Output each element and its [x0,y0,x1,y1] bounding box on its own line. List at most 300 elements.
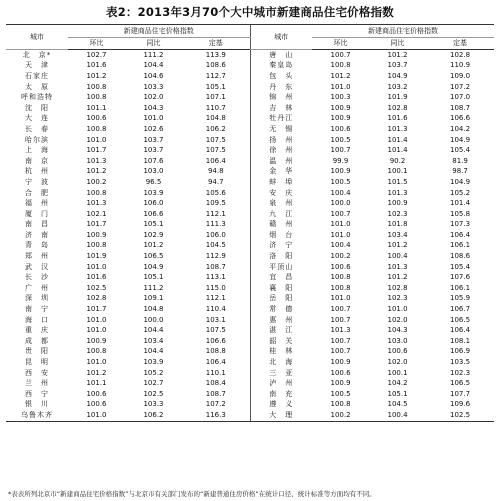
mom-cell: 101.0 [330,294,351,303]
city-name-cell: 唐 山 [250,50,312,61]
yoy-cell: 104.6 [143,71,164,80]
base-cell: 106.2 [205,124,226,133]
city-name-cell: 常 德 [250,304,312,315]
mom-cell: 101.2 [86,368,107,377]
city-name-cell: 济 宁 [250,241,312,252]
yoy-cell: 101.4 [387,146,408,155]
table-row [6,389,494,400]
table-row [6,177,494,188]
table-row [6,304,494,315]
mom-cell: 101.0 [330,220,351,229]
base-cell: 105.4 [450,262,471,271]
mom-cell: 101.9 [86,252,107,261]
base-cell: 107.7 [450,389,471,398]
mom-cell: 100.6 [86,389,107,398]
table-row [6,241,494,252]
base-cell: 105.8 [450,209,471,218]
mom-cell: 100.9 [86,336,107,345]
yoy-cell: 102.3 [387,294,408,303]
mom-cell: 100.8 [86,347,107,356]
yoy-cell: 111.2 [143,50,164,59]
mom-cell: 101.1 [86,103,107,112]
mom-cell: 101.7 [86,305,107,314]
table-row [6,283,494,294]
mom-cell: 100.9 [330,103,351,112]
base-cell: 105.4 [450,146,471,155]
city-name-cell: 贵 阳 [25,347,49,356]
table-row [6,61,494,72]
city-name-cell: 昆 明 [25,358,49,367]
base-cell: 107.5 [205,326,226,335]
mom-cell: 100.8 [330,273,351,282]
city-name-cell: 西 宁 [25,389,49,398]
table-row [6,92,494,103]
table-row [6,378,494,389]
table-row [6,220,494,231]
city-name-cell: 锦 州 [250,92,312,103]
base-cell: 104.2 [450,124,471,133]
yoy-cell: 102.8 [387,103,408,112]
base-cell: 113.9 [205,50,226,59]
base-cell: 108.6 [205,61,226,70]
mom-cell: 100.8 [86,82,107,91]
mom-cell: 100.8 [330,61,351,70]
city-name-cell: 上 海 [25,146,49,155]
yoy-cell: 102.7 [143,379,164,388]
mom-cell: 100.2 [86,177,107,186]
base-cell: 105.6 [205,188,226,197]
yoy-cell: 100.9 [387,199,408,208]
table-row [6,368,494,379]
mom-cell: 100.8 [330,283,351,292]
mom-cell: 101.0 [68,410,125,421]
table-row [6,347,494,358]
city-name-cell: 北 京* [22,50,52,59]
city-name-cell: 郑 州 [25,252,49,261]
city-name-cell: 重 庆 [25,326,49,335]
city-name-cell: 扬 州 [250,135,312,146]
city-name-cell: 福 州 [25,199,49,208]
base-cell: 102.3 [450,368,471,377]
yoy-cell: 103.3 [143,82,164,91]
base-cell: 108.1 [450,336,471,345]
city-name-cell: 大 连 [25,114,49,123]
mom-cell: 100.8 [86,93,107,102]
base-cell: 106.4 [205,358,226,367]
base-cell: 107.2 [205,400,226,409]
yoy-cell: 103.9 [143,188,164,197]
yoy-cell: 101.5 [387,177,408,186]
mom-cell: 100.8 [86,241,107,250]
city-name-cell: 北 海 [250,357,312,368]
table-row [6,230,494,241]
yoy-cell: 103.7 [143,146,164,155]
mom-cell: 100.6 [330,262,351,271]
yoy-cell: 103.4 [387,230,408,239]
city-name-cell: 太 原 [25,82,49,91]
mom-cell: 100.7 [330,305,351,314]
yoy-cell: 100.4 [387,252,408,261]
base-cell: 105.9 [450,294,471,303]
yoy-cell: 101.6 [387,114,408,123]
table-row [6,188,494,199]
mom-cell: 102.1 [86,209,107,218]
city-name-cell: 呼和浩特 [21,93,53,102]
mom-cell: 101.2 [330,71,351,80]
base-cell: 104.8 [205,114,226,123]
city-name-cell: 韶 关 [250,336,312,347]
mom-cell: 101.0 [86,326,107,335]
city-name-cell: 包 头 [250,71,312,82]
city-name-cell: 吉 林 [250,103,312,114]
mom-cell: 101.6 [86,61,107,70]
city-name-cell: 丹 东 [250,82,312,93]
yoy-cell: 90.2 [389,156,406,165]
table-row [6,145,494,156]
base-cell: 108.7 [205,262,226,271]
city-name-cell: 乌鲁木齐 [6,410,68,421]
city-name-cell: 海 口 [25,315,49,324]
yoy-cell: 103.2 [387,82,408,91]
table-title: 表2：2013年3月70个大中城市新建商品住宅价格指数 [106,5,394,19]
yoy-cell: 100.0 [143,315,164,324]
city-name-cell: 深 圳 [25,294,49,303]
city-name-cell: 宁 波 [25,177,49,186]
mom-cell: 101.6 [86,273,107,282]
base-cell: 108.6 [450,252,471,261]
yoy-cell: 103.0 [143,167,164,176]
city-name-cell: 秦皇岛 [250,61,312,72]
yoy-cell: 101.2 [143,241,164,250]
base-cell: 111.3 [205,220,226,229]
base-cell: 104.9 [450,177,471,186]
base-cell: 103.1 [205,315,226,324]
city-name-cell: 南 京 [25,156,49,165]
col-base-right: 定基 [426,38,494,50]
yoy-cell: 102.0 [387,358,408,367]
yoy-cell: 105.2 [143,368,164,377]
mom-cell: 100.6 [86,114,107,123]
base-cell: 107.6 [450,273,471,282]
base-cell: 107.3 [450,220,471,229]
base-cell: 108.4 [205,379,226,388]
city-name-cell: 杭 州 [25,167,49,176]
city-name-cell: 九 江 [250,209,312,220]
city-name-cell: 南 昌 [25,220,49,229]
mom-cell: 101.2 [86,167,107,176]
yoy-cell: 101.3 [387,188,408,197]
table-row [6,114,494,125]
base-cell: 104.9 [450,135,471,144]
base-cell: 102.5 [426,410,494,421]
city-name-cell: 三 亚 [250,368,312,379]
city-name-cell: 惠 州 [250,315,312,326]
table-row [6,336,494,347]
mom-cell: 100.8 [330,400,351,409]
city-name-cell: 泸 州 [250,378,312,389]
mom-cell: 100.6 [330,124,351,133]
base-cell: 106.1 [450,283,471,292]
base-cell: 104.5 [205,241,226,250]
yoy-cell: 106.2 [125,410,182,421]
city-name-cell: 金 华 [250,167,312,178]
city-header-right: 城市 [250,25,312,50]
base-cell: 112.1 [205,209,226,218]
yoy-cell: 101.0 [143,114,164,123]
base-cell: 108.8 [205,347,226,356]
table-row [6,272,494,283]
base-cell: 110.4 [205,305,226,314]
city-name-cell: 石家庄 [25,71,49,80]
city-name-cell: 宜 昌 [250,272,312,283]
base-cell: 110.9 [450,61,471,70]
yoy-cell: 104.5 [387,400,408,409]
mom-cell: 100.8 [86,188,107,197]
city-name-cell: 襄 阳 [250,283,312,294]
yoy-cell: 103.9 [143,358,164,367]
mom-cell: 102.8 [86,294,107,303]
mom-cell: 100.2 [330,252,351,261]
mom-cell: 101.3 [330,326,351,335]
index-group-header-left: 新建商品住宅价格指数 [68,25,250,38]
yoy-cell: 103.7 [143,135,164,144]
yoy-cell: 101.3 [387,262,408,271]
yoy-cell: 105.1 [143,220,164,229]
mom-cell: 99.9 [332,156,349,165]
base-cell: 109.5 [205,199,226,208]
city-name-cell: 桂 林 [250,347,312,358]
base-cell: 107.5 [205,135,226,144]
city-name-cell: 遵 义 [250,400,312,411]
table-row [6,135,494,146]
base-cell: 107.5 [205,146,226,155]
city-name-cell: 西 安 [25,368,49,377]
base-cell: 107.1 [205,93,226,102]
price-index-table [6,24,494,422]
yoy-cell: 101.4 [387,135,408,144]
yoy-cell: 105.1 [387,389,408,398]
city-name-cell: 烟 台 [250,230,312,241]
mom-cell: 100.5 [330,135,351,144]
table-row [6,209,494,220]
base-cell: 112.7 [205,71,226,80]
yoy-cell: 109.1 [143,294,164,303]
base-cell: 103.5 [450,358,471,367]
yoy-cell: 102.0 [143,93,164,102]
city-name-cell: 南 充 [250,389,312,400]
yoy-cell: 106.5 [143,252,164,261]
base-cell: 94.8 [207,167,224,176]
mom-cell: 100.9 [86,230,107,239]
city-name-cell: 青 岛 [25,241,49,250]
mom-cell: 100.4 [330,241,351,250]
mom-cell: 100.9 [330,114,351,123]
city-name-cell: 无 锡 [250,124,312,135]
yoy-cell: 104.4 [143,61,164,70]
base-cell: 106.4 [205,156,226,165]
city-name-cell: 赣 州 [250,220,312,231]
city-name-cell: 洛 阳 [250,251,312,262]
yoy-cell: 101.2 [387,241,408,250]
base-cell: 112.9 [205,252,226,261]
city-name-cell: 银 川 [25,400,49,409]
mom-cell: 100.6 [330,368,351,377]
yoy-cell: 107.6 [143,156,164,165]
city-name-cell: 广 州 [25,283,49,292]
base-cell: 113.1 [205,273,226,282]
yoy-cell: 103.0 [387,336,408,345]
mom-cell: 101.2 [86,71,107,80]
mom-cell: 101.0 [86,135,107,144]
mom-cell: 100.7 [330,336,351,345]
mom-cell: 100.0 [330,199,351,208]
col-yoy-left: 同比 [125,38,182,50]
index-group-header-right: 新建商品住宅价格指数 [312,25,494,38]
base-cell: 105.1 [205,82,226,91]
table-row [6,156,494,167]
yoy-cell: 102.9 [143,230,164,239]
city-name-cell: 武 汉 [25,262,49,271]
yoy-cell: 106.0 [143,199,164,208]
table-body [6,50,494,422]
yoy-cell: 104.3 [143,103,164,112]
city-name-cell: 大 理 [250,410,312,421]
base-cell: 81.9 [452,156,468,165]
yoy-cell: 101.8 [387,220,408,229]
city-name-cell: 沈 阳 [25,103,49,112]
mom-cell: 101.7 [86,146,107,155]
col-mom-left: 环比 [68,38,125,50]
base-cell: 109.0 [450,71,471,80]
table-row [6,167,494,178]
city-name-cell: 泉 州 [250,198,312,209]
mom-cell: 100.9 [330,358,351,367]
yoy-cell: 102.5 [143,389,164,398]
city-name-cell: 蚌 埠 [250,177,312,188]
col-yoy-right: 同比 [369,38,426,50]
table-row [6,103,494,114]
city-name-cell: 湛 江 [250,325,312,336]
city-name-cell: 牡丹江 [250,114,312,125]
city-name-cell: 平顶山 [250,262,312,273]
yoy-cell: 100.1 [387,368,408,377]
base-cell: 107.2 [450,82,471,91]
mom-cell: 101.0 [86,358,107,367]
mom-cell: 101.0 [330,82,351,91]
yoy-cell: 102.8 [387,283,408,292]
mom-cell: 101.7 [86,220,107,229]
mom-cell: 100.7 [330,209,351,218]
city-name-cell: 兰 州 [25,379,49,388]
table-row [6,262,494,273]
base-cell: 106.5 [450,379,471,388]
col-base-left: 定基 [182,38,250,50]
city-name-cell: 哈尔滨 [25,135,49,144]
base-cell: 106.5 [450,315,471,324]
yoy-cell: 102.3 [387,209,408,218]
yoy-cell: 106.6 [143,209,164,218]
table-row [6,251,494,262]
mom-cell: 101.1 [86,379,107,388]
base-cell: 112.1 [205,294,226,303]
mom-cell: 100.4 [330,188,351,197]
mom-cell: 102.5 [86,283,107,292]
base-cell: 106.7 [450,305,471,314]
table-row [6,198,494,209]
yoy-cell: 105.1 [143,273,164,282]
base-cell: 101.4 [450,199,471,208]
yoy-cell: 102.6 [143,124,164,133]
base-cell: 106.4 [450,326,471,335]
city-name-cell: 天 津 [25,61,49,70]
yoy-cell: 96.5 [145,177,162,186]
mom-cell: 100.7 [330,50,351,59]
yoy-cell: 104.9 [143,262,164,271]
base-cell: 116.3 [182,410,250,421]
base-cell: 98.7 [452,167,468,176]
yoy-cell: 104.9 [387,71,408,80]
yoy-cell: 103.7 [387,61,408,70]
col-mom-right: 环比 [312,38,369,50]
base-cell: 94.7 [207,177,224,186]
yoy-cell: 104.3 [387,326,408,335]
base-cell: 102.8 [450,50,471,59]
table-row [6,410,494,421]
base-cell: 106.6 [205,336,226,345]
mom-cell: 101.3 [86,156,107,165]
mom-cell: 100.3 [330,93,351,102]
yoy-cell: 101.2 [387,50,408,59]
yoy-cell: 101.0 [387,305,408,314]
mom-cell: 100.9 [330,167,351,176]
city-name-cell: 长 春 [25,124,49,133]
yoy-cell: 102.0 [387,315,408,324]
yoy-cell: 103.4 [143,336,164,345]
table-row [6,71,494,82]
yoy-cell: 101.2 [387,273,408,282]
city-name-cell: 厦 门 [25,209,49,218]
table-row [6,50,494,61]
city-name-cell: 长 沙 [25,273,49,282]
yoy-cell: 100.1 [387,167,408,176]
table-row [6,124,494,135]
mom-cell: 100.5 [330,389,351,398]
mom-cell: 101.3 [86,199,107,208]
yoy-cell: 104.8 [143,305,164,314]
city-name-cell: 合 肥 [25,188,49,197]
base-cell: 105.2 [450,188,471,197]
price-index-table-container [6,24,494,422]
yoy-cell: 100.4 [369,410,426,421]
base-cell: 106.1 [450,241,471,250]
footnote: *表表所列北京市“新建商品住宅价格指数”与北京市有关部门发布的“新建普通住房价格”在统计口径、统计标准等方面均有不同。 [8,490,376,498]
table-row [6,357,494,368]
base-cell: 106.4 [450,230,471,239]
mom-cell: 100.5 [330,177,351,186]
city-name-cell: 徐 州 [250,145,312,156]
base-cell: 106.9 [450,347,471,356]
city-name-cell: 安 庆 [250,188,312,199]
yoy-cell: 104.4 [143,326,164,335]
base-cell: 115.0 [205,283,226,292]
mom-cell: 101.0 [86,262,107,271]
mom-cell: 100.8 [86,124,107,133]
base-cell: 110.1 [205,368,226,377]
mom-cell: 100.9 [330,379,351,388]
city-name-cell: 成 都 [25,336,49,345]
table-row [6,325,494,336]
city-name-cell: 济 南 [25,230,49,239]
